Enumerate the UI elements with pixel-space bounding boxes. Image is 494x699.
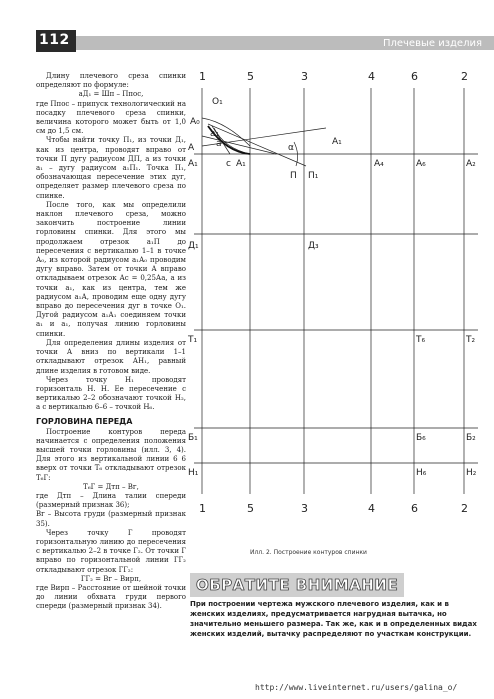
point-label-a: a bbox=[216, 139, 222, 149]
top-vertical-label: 3 bbox=[301, 70, 308, 83]
point-label-d3: Д₃ bbox=[308, 241, 319, 251]
point-label-a1: a₁ bbox=[210, 129, 220, 139]
paragraph: где Вирп – Расстояние от шейной точки до линии обхвата груди первого спереди (размерный признак 34). bbox=[36, 583, 186, 611]
section-heading: ГОРЛОВИНА ПЕРЕДА bbox=[36, 416, 133, 426]
bottom-vertical-label: 3 bbox=[301, 502, 308, 515]
paragraph: где Дтп – Длина талии спереди (размерный признак 36); bbox=[36, 491, 186, 510]
paragraph: Вг – Высота груди (размерный признак 35). bbox=[36, 510, 186, 528]
point-label-h6: H₆ bbox=[416, 468, 427, 478]
notice-text: При построении чертежа мужского плечевого изделия, как и в женских изделиях, предусматривается нагрудная вытачка, но значительно меньшего размера. Так же, как и в определенных видах женских изделий, вытачку распределяют по участкам конструкции. bbox=[190, 600, 477, 638]
paragraph: Длину плечевого среза спинки определяют по формуле: bbox=[36, 72, 186, 90]
point-label-alpha: α bbox=[288, 143, 294, 153]
top-vertical-label: 4 bbox=[368, 70, 375, 83]
paragraph: Построение контуров переда начинается с определения положения высшей точки горловины (илл. 3, 4). Для этого из вертикальной линии 6 6 вверх от точки Т₆ откладывают отрезок Т₆Г: bbox=[36, 427, 186, 482]
point-label-b2: Б₂ bbox=[466, 433, 476, 443]
point-label-h1: H₁ bbox=[188, 468, 199, 478]
paragraph: Для определения длины изделия от точки А вниз по вертикали 1–1 откладывают отрезок АН₁, равный длине изделия в готовом виде. bbox=[36, 338, 186, 375]
point-label-d1: Д₁ bbox=[188, 241, 199, 251]
bottom-vertical-label: 1 bbox=[199, 502, 206, 515]
bottom-vertical-label: 6 bbox=[411, 502, 418, 515]
page-header bbox=[0, 0, 494, 54]
point-label-a_1: A₁ bbox=[236, 159, 246, 169]
bottom-vertical-label: 2 bbox=[461, 502, 468, 515]
point-label-p: П bbox=[290, 171, 297, 181]
top-vertical-label: 5 bbox=[247, 70, 254, 83]
paragraph: После того, как мы определили наклон плечевого среза, можно закончить построение линии горловины спинки. Для этого мы продолжаем отрезок а₁П до пересечения с вертикалью 1–1 в точке А₀, из которой радиусом а₁А₀ проводим дугу вправо. Затем от точки А вправо откладываем отрезок Ас = 0,25Аа, а из точки а₁, как из центра, тем же радиусом а₁А, проводим еще одну дугу вправо до пересечения дуг в точке О₁. Дугой радиусом а₁А₁ соединяем точки а₁ и а₁, получая линию горловины спинки. bbox=[36, 200, 186, 338]
point-label-h2: H₂ bbox=[466, 468, 477, 478]
text-column bbox=[36, 72, 186, 612]
point-label-a4: A₄ bbox=[374, 159, 384, 169]
point-label-t2: T₂ bbox=[466, 335, 476, 345]
notice-box bbox=[190, 573, 486, 639]
point-label-b1: Б₁ bbox=[188, 433, 198, 443]
point-label-p1: П₁ bbox=[308, 171, 319, 181]
paragraph: Через точку Н₁ проводят горизонталь Н. Н. Ее пересечение с вертикалью 2–2 обозначают точкой Н₂, а с вертикалью 6–6 – точкой Н₆. bbox=[36, 375, 186, 412]
paragraph: Чтобы найти точку П₁, из точки Д₁, как из центра, проводят вправо от точки П дугу радиусом ДП, а из точки а₁ – дугу радиусом а₁П₁. Точка П₁, обозначающая пересечение этих дуг, определяет размер плечевого среза по спинке. bbox=[36, 136, 186, 200]
point-label-a6: A₆ bbox=[416, 159, 426, 169]
point-label-a1right: A₁ bbox=[332, 137, 342, 147]
point-label-o1: O₁ bbox=[212, 97, 223, 107]
figure-caption: Илл. 2. Построение контуров спинки bbox=[250, 549, 367, 556]
point-label-a2: A₂ bbox=[466, 159, 476, 169]
page-number: 112 bbox=[39, 32, 70, 48]
paragraphs-part-2 bbox=[36, 428, 186, 612]
point-label-t6: T₆ bbox=[416, 335, 426, 345]
paragraph: Т₆Г = Дтп – Вг, bbox=[83, 482, 139, 491]
point-label-b6: Б₆ bbox=[416, 433, 426, 443]
paragraph: аД₁ = Шп – Ппос, bbox=[78, 90, 144, 99]
top-vertical-label: 1 bbox=[199, 70, 206, 83]
bottom-vertical-label: 5 bbox=[247, 502, 254, 515]
top-vertical-label: 2 bbox=[461, 70, 468, 83]
paragraph: ГГ₂ = Вг – Вирп, bbox=[80, 574, 142, 583]
back-pattern-svg bbox=[186, 66, 490, 548]
top-vertical-label: 6 bbox=[411, 70, 418, 83]
point-label-a1left: A₁ bbox=[188, 159, 198, 169]
pattern-drawing bbox=[186, 66, 490, 548]
notice-title: ОБРАТИТЕ ВНИМАНИЕ bbox=[190, 573, 404, 597]
section-title: Плечевые изделия bbox=[382, 38, 482, 49]
bottom-vertical-label: 4 bbox=[368, 502, 375, 515]
footer-url: http://www.liveinternet.ru/users/galina_o/ bbox=[255, 683, 458, 692]
point-label-c: c bbox=[226, 159, 231, 169]
point-label-t1: T₁ bbox=[188, 335, 198, 345]
paragraph: где Ппос – припуск технологический на посадку плечевого среза спинки, величина которого может быть от 1,0 см до 1,5 см. bbox=[36, 99, 186, 136]
paragraphs-part-1 bbox=[36, 72, 186, 413]
point-label-a0: A₀ bbox=[190, 117, 200, 127]
paragraph: Через точку Г проводят горизонтальную линию до пересечения с вертикалью 2–2 в точке Г₂. От точки Г вправо по горизонтальной линии ГГ₂ откладывают отрезок ГГ₂: bbox=[36, 528, 186, 574]
point-label-a: A bbox=[188, 143, 195, 153]
